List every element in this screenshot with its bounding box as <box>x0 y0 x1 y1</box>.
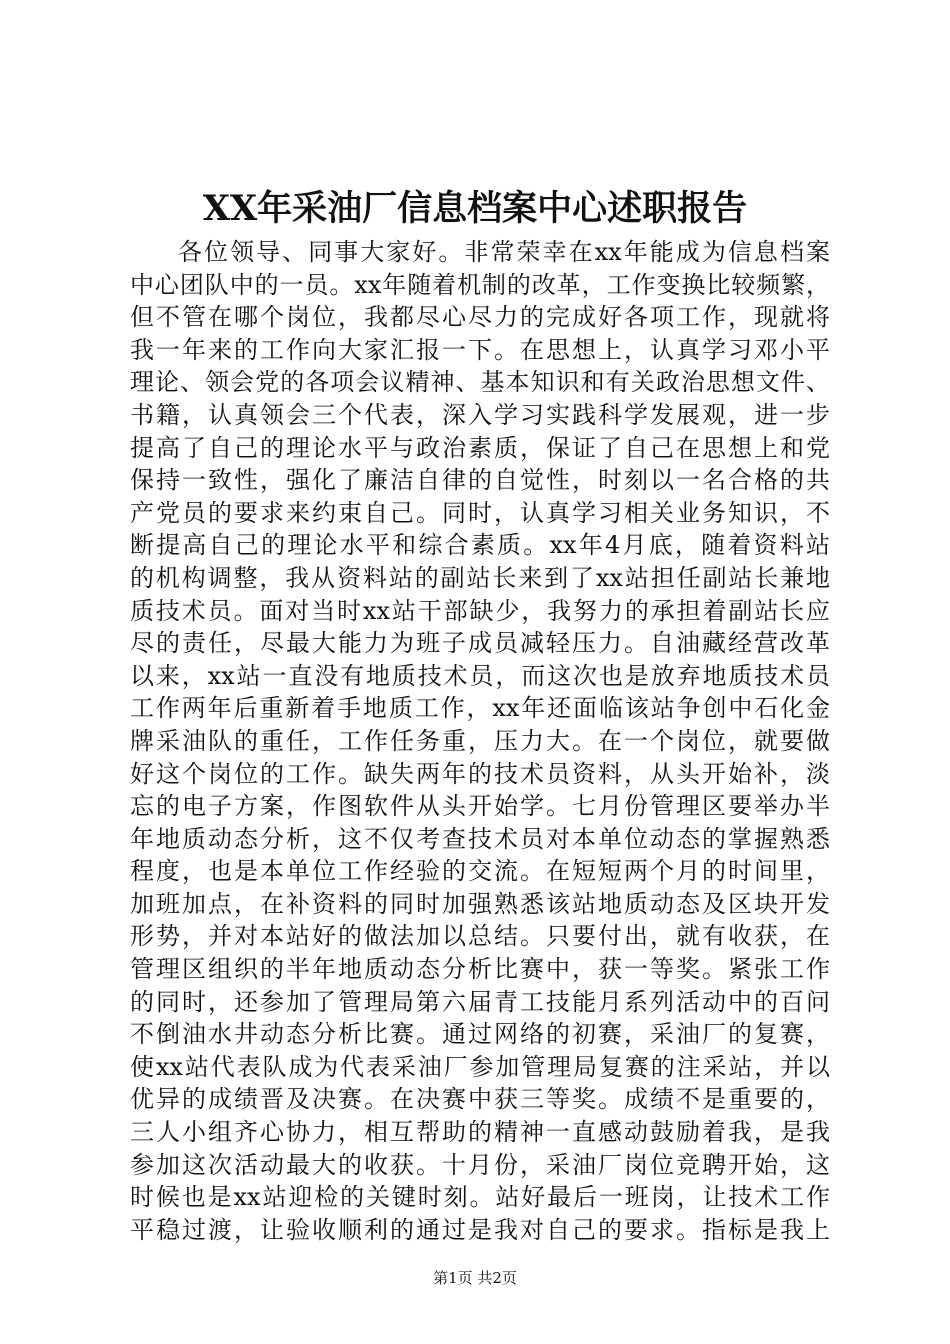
body-line: 牌采油队的重任，工作任务重，压力大。在一个岗位，就要做 <box>130 726 830 755</box>
body-line: 加班加点，在补资料的同时加强熟悉该站地质动态及区块开发 <box>130 889 830 918</box>
body-line: 程度，也是本单位工作经验的交流。在短短两个月的时间里， <box>130 857 830 886</box>
body-line: 的机构调整，我从资料站的副站长来到了xx站担任副站长兼地 <box>130 563 830 592</box>
body-line: 三人小组齐心协力，相互帮助的精神一直感动鼓励着我，是我 <box>130 1118 830 1147</box>
page-footer: 第1页 共2页 <box>433 1269 517 1287</box>
body-line: 但不管在哪个岗位，我都尽心尽力的完成好各项工作，现就将 <box>130 303 830 332</box>
body-line: 平稳过渡，让验收顺利的通过是我对自己的要求。指标是我上 <box>130 1215 830 1244</box>
body-line: 我一年来的工作向大家汇报一下。在思想上，认真学习邓小平 <box>130 335 830 364</box>
body-line: 工作两年后重新着手地质工作，xx年还面临该站争创中石化金 <box>130 694 830 723</box>
body-line: 忘的电子方案，作图软件从头开始学。七月份管理区要举办半 <box>130 792 830 821</box>
body-line: 不倒油水井动态分析比赛。通过网络的初赛，采油厂的复赛， <box>130 1020 830 1049</box>
document-title: XX年采油厂信息档案中心述职报告 <box>202 188 748 229</box>
body-line: 断提高自己的理论水平和综合素质。xx年4月底，随着资料站 <box>130 531 830 560</box>
body-line: 各位领导、同事大家好。非常荣幸在xx年能成为信息档案 <box>178 238 830 266</box>
body-line: 年地质动态分析，这不仅考查技术员对本单位动态的掌握熟悉 <box>130 824 830 853</box>
body-line: 参加这次活动最大的收获。十月份，采油厂岗位竞聘开始，这 <box>130 1150 830 1179</box>
body-line: 形势，并对本站好的做法加以总结。只要付出，就有收获，在 <box>130 922 830 951</box>
document-body <box>130 236 830 1246</box>
body-line: 时候也是xx站迎检的关键时刻。站好最后一班岗，让技术工作 <box>130 1183 830 1212</box>
body-line: 书籍，认真领会三个代表，深入学习实践科学发展观，进一步 <box>130 400 830 429</box>
body-line: 保持一致性，强化了廉洁自律的自觉性，时刻以一名合格的共 <box>130 466 830 495</box>
body-line: 的同时，还参加了管理局第六届青工技能月系列活动中的百问 <box>130 987 830 1016</box>
body-line: 提高了自己的理论水平与政治素质，保证了自己在思想上和党 <box>130 433 830 462</box>
body-line: 中心团队中的一员。xx年随着机制的改革，工作变换比较频繁， <box>130 270 830 299</box>
body-line: 好这个岗位的工作。缺失两年的技术员资料，从头开始补，淡 <box>130 759 830 788</box>
body-line: 产党员的要求来约束自己。同时，认真学习相关业务知识，不 <box>130 498 830 527</box>
body-line: 使xx站代表队成为代表采油厂参加管理局复赛的注采站，并以 <box>130 1052 830 1081</box>
body-line: 以来，xx站一直没有地质技术员，而这次也是放弃地质技术员 <box>130 661 830 690</box>
body-line: 管理区组织的半年地质动态分析比赛中，获一等奖。紧张工作 <box>130 955 830 984</box>
body-line: 理论、领会党的各项会议精神、基本知识和有关政治思想文件、 <box>130 368 830 397</box>
body-line: 质技术员。面对当时xx站干部缺少，我努力的承担着副站长应 <box>130 596 830 625</box>
body-line: 优异的成绩晋及决赛。在决赛中获三等奖。成绩不是重要的， <box>130 1085 830 1114</box>
body-line: 尽的责任，尽最大能力为班子成员减轻压力。自油藏经营改革 <box>130 629 830 658</box>
